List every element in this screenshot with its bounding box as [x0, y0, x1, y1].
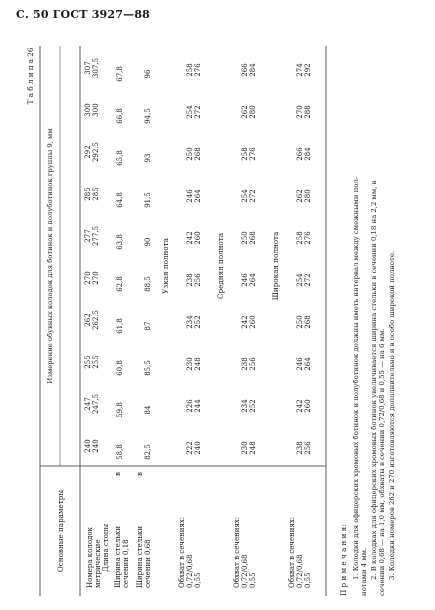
girth-upper-cell: 242 [186, 231, 194, 245]
girth-upper-cell: 262 [296, 189, 304, 203]
table-title: Т а б л и ц а 26 [26, 47, 35, 105]
size-number-cell: 285 [92, 187, 100, 201]
girth-upper-cell: 254 [186, 105, 194, 119]
girth-upper-cell: 238 [296, 441, 304, 455]
notes-block [339, 176, 396, 596]
size-number-cell: 277 [84, 229, 92, 243]
girth-lower-cell: 248 [194, 357, 202, 371]
param-label: сечении 0,18 [122, 539, 130, 588]
girth-upper-cell: 222 [186, 441, 194, 455]
girth-lower-cell: 272 [194, 105, 202, 119]
girth-upper-cell: 242 [241, 315, 249, 329]
insole-width-018-cell: 63,8 [116, 234, 124, 250]
size-number-cell: 307,5 [92, 57, 100, 79]
insole-width-068-cell: 85,5 [144, 360, 152, 376]
girth-upper-cell: 246 [296, 357, 304, 371]
girth-lower-cell: 256 [304, 441, 312, 455]
girth-lower-cell: 292 [304, 63, 312, 77]
size-number-cell: 277,5 [92, 225, 100, 247]
girth-label: 0,72/0,68 [186, 554, 194, 588]
size-number-cell: 270 [84, 271, 92, 285]
insole-width-018-cell: 62,8 [116, 276, 124, 292]
girth-upper-cell: 246 [186, 189, 194, 203]
girth-lower-cell: 280 [249, 105, 257, 119]
girth-upper-cell: 250 [241, 231, 249, 245]
insole-width-018-cell: 58,8 [116, 444, 124, 460]
size-number-cell: 255 [84, 355, 92, 369]
girth-lower-cell: 252 [249, 399, 257, 413]
size-number-cell: 285 [84, 187, 92, 201]
girth-upper-cell: 266 [241, 63, 249, 77]
girth-lower-cell: 252 [194, 315, 202, 329]
note-line: 1. Колодки для офицерских хромовых ботинок и полуботинок должны иметь интервал между смежными пол- [352, 176, 360, 580]
size-number-cell: 292 [84, 145, 92, 159]
girth-lower-cell: 276 [249, 147, 257, 161]
group-column-header: Измерение обувных колодок для ботинок и полуботинок группы 9, мм [46, 128, 54, 384]
value-cells [84, 58, 152, 460]
girth-label: Обхват в сечениях: [233, 516, 241, 588]
girth-upper-cell: 258 [296, 231, 304, 245]
girth-sections [161, 63, 312, 588]
girth-lower-cell: 264 [249, 273, 257, 287]
girth-lower-cell: 260 [249, 315, 257, 329]
girth-upper-cell: 250 [186, 147, 194, 161]
girth-lower-cell: 268 [194, 147, 202, 161]
size-number-cell: 255 [92, 355, 100, 369]
girth-lower-cell: 248 [249, 441, 257, 455]
insole-width-018-cell: 67,8 [116, 66, 124, 82]
param-column-header: Основные параметры [56, 489, 65, 573]
girth-lower-cell: 284 [249, 63, 257, 77]
size-number-cell: 262 [84, 313, 92, 327]
girth-upper-cell: 246 [241, 273, 249, 287]
param-label: Номера колодок [86, 527, 94, 588]
insole-width-018-cell: 59,8 [116, 402, 124, 418]
section-title: Узкая полнота [161, 238, 170, 294]
girth-label: Обхват в сечениях: [178, 516, 186, 588]
section-title: Средняя полнота [216, 233, 225, 299]
girth-label: 0,55 [249, 572, 257, 588]
girth-upper-cell: 234 [186, 315, 194, 329]
notes-title: П р и м е ч а н и я: [339, 524, 348, 596]
girth-lower-cell: 288 [304, 105, 312, 119]
girth-upper-cell: 238 [186, 273, 194, 287]
note-line: сечении 0,68 — на 1,0 мм, обхваты в сечении 0,72/0,68 и 0,55 — на 6 мм. [378, 328, 386, 596]
girth-upper-cell: 230 [186, 357, 194, 371]
girth-upper-cell: 226 [186, 399, 194, 413]
girth-label: 0,72/0,68 [296, 554, 304, 588]
size-number-cell: 307 [84, 61, 92, 75]
size-number-cell: 300 [92, 103, 100, 117]
note-line: 3. Колодки номеров 262 и 270 изготовляются дополнительно и в особо широкой полноте. [388, 250, 396, 580]
note-line: нотами 4 мм. [360, 547, 368, 596]
girth-label: 0,55 [304, 572, 312, 588]
insole-width-018-cell: 64,8 [116, 192, 124, 208]
insole-width-018-cell: 65,8 [116, 150, 124, 166]
size-number-cell: 270 [92, 271, 100, 285]
insole-width-068-cell: 82,5 [144, 444, 152, 460]
param-letter: в [136, 472, 144, 476]
size-number-cell: 247,5 [92, 393, 100, 415]
insole-width-068-cell: 93 [144, 153, 152, 163]
insole-width-018-cell: 61,8 [116, 318, 124, 334]
insole-width-068-cell: 91,5 [144, 192, 152, 208]
param-label: сечении 0,68 [144, 539, 152, 588]
note-line: 2. В колодках для офицерских хромовых ботинок увеличивается ширина стельки в сечении 0,18 на 2,2 мм, в [370, 180, 378, 580]
girth-upper-cell: 234 [241, 399, 249, 413]
insole-width-068-cell: 87 [144, 321, 152, 331]
girth-upper-cell: 250 [296, 315, 304, 329]
girth-upper-cell: 270 [296, 105, 304, 119]
param-label: Ширина стельки [114, 525, 122, 588]
girth-upper-cell: 258 [186, 63, 194, 77]
girth-upper-cell: 254 [296, 273, 304, 287]
girth-lower-cell: 240 [194, 441, 202, 455]
insole-width-068-cell: 88,5 [144, 276, 152, 292]
girth-lower-cell: 276 [304, 231, 312, 245]
insole-width-018-cell: 66,8 [116, 108, 124, 124]
param-label: метрические [94, 539, 102, 588]
girth-upper-cell: 242 [296, 399, 304, 413]
girth-lower-cell: 256 [249, 357, 257, 371]
param-labels [86, 472, 152, 588]
girth-lower-cell: 256 [194, 273, 202, 287]
section-title: Широкая полнота [271, 231, 280, 301]
girth-label: Обхват в сечениях: [288, 516, 296, 588]
girth-upper-cell: 230 [241, 441, 249, 455]
size-number-cell: 300 [84, 103, 92, 117]
girth-label: 0,72/0,68 [241, 554, 249, 588]
girth-lower-cell: 284 [304, 147, 312, 161]
girth-upper-cell: 274 [296, 63, 304, 77]
girth-upper-cell: 258 [241, 147, 249, 161]
param-label: Длина стопы [102, 523, 110, 572]
size-number-cell: 240 [92, 439, 100, 453]
size-number-cell: 262,5 [92, 309, 100, 331]
girth-upper-cell: 262 [241, 105, 249, 119]
girth-lower-cell: 264 [304, 357, 312, 371]
girth-lower-cell: 276 [194, 63, 202, 77]
girth-lower-cell: 264 [194, 189, 202, 203]
girth-lower-cell: 260 [304, 399, 312, 413]
girth-lower-cell: 268 [249, 231, 257, 245]
girth-label: 0,55 [194, 572, 202, 588]
insole-width-068-cell: 84 [144, 405, 152, 415]
page-header: С. 50 ГОСТ 3927—88 [16, 8, 151, 21]
size-number-cell: 292,5 [92, 141, 100, 163]
girth-lower-cell: 244 [194, 399, 202, 413]
size-number-cell: 247 [84, 397, 92, 411]
girth-lower-cell: 268 [304, 315, 312, 329]
insole-width-068-cell: 96 [144, 69, 152, 79]
girth-upper-cell: 266 [296, 147, 304, 161]
girth-lower-cell: 260 [194, 231, 202, 245]
girth-lower-cell: 272 [249, 189, 257, 203]
girth-upper-cell: 238 [241, 357, 249, 371]
insole-width-068-cell: 94,5 [144, 108, 152, 124]
size-number-cell: 240 [84, 439, 92, 453]
girth-upper-cell: 254 [241, 189, 249, 203]
insole-width-068-cell: 90 [144, 237, 152, 247]
girth-lower-cell: 272 [304, 273, 312, 287]
param-letter: в [114, 472, 122, 476]
insole-width-018-cell: 60,8 [116, 360, 124, 376]
param-label: Ширина стельки [136, 525, 144, 588]
girth-lower-cell: 280 [304, 189, 312, 203]
